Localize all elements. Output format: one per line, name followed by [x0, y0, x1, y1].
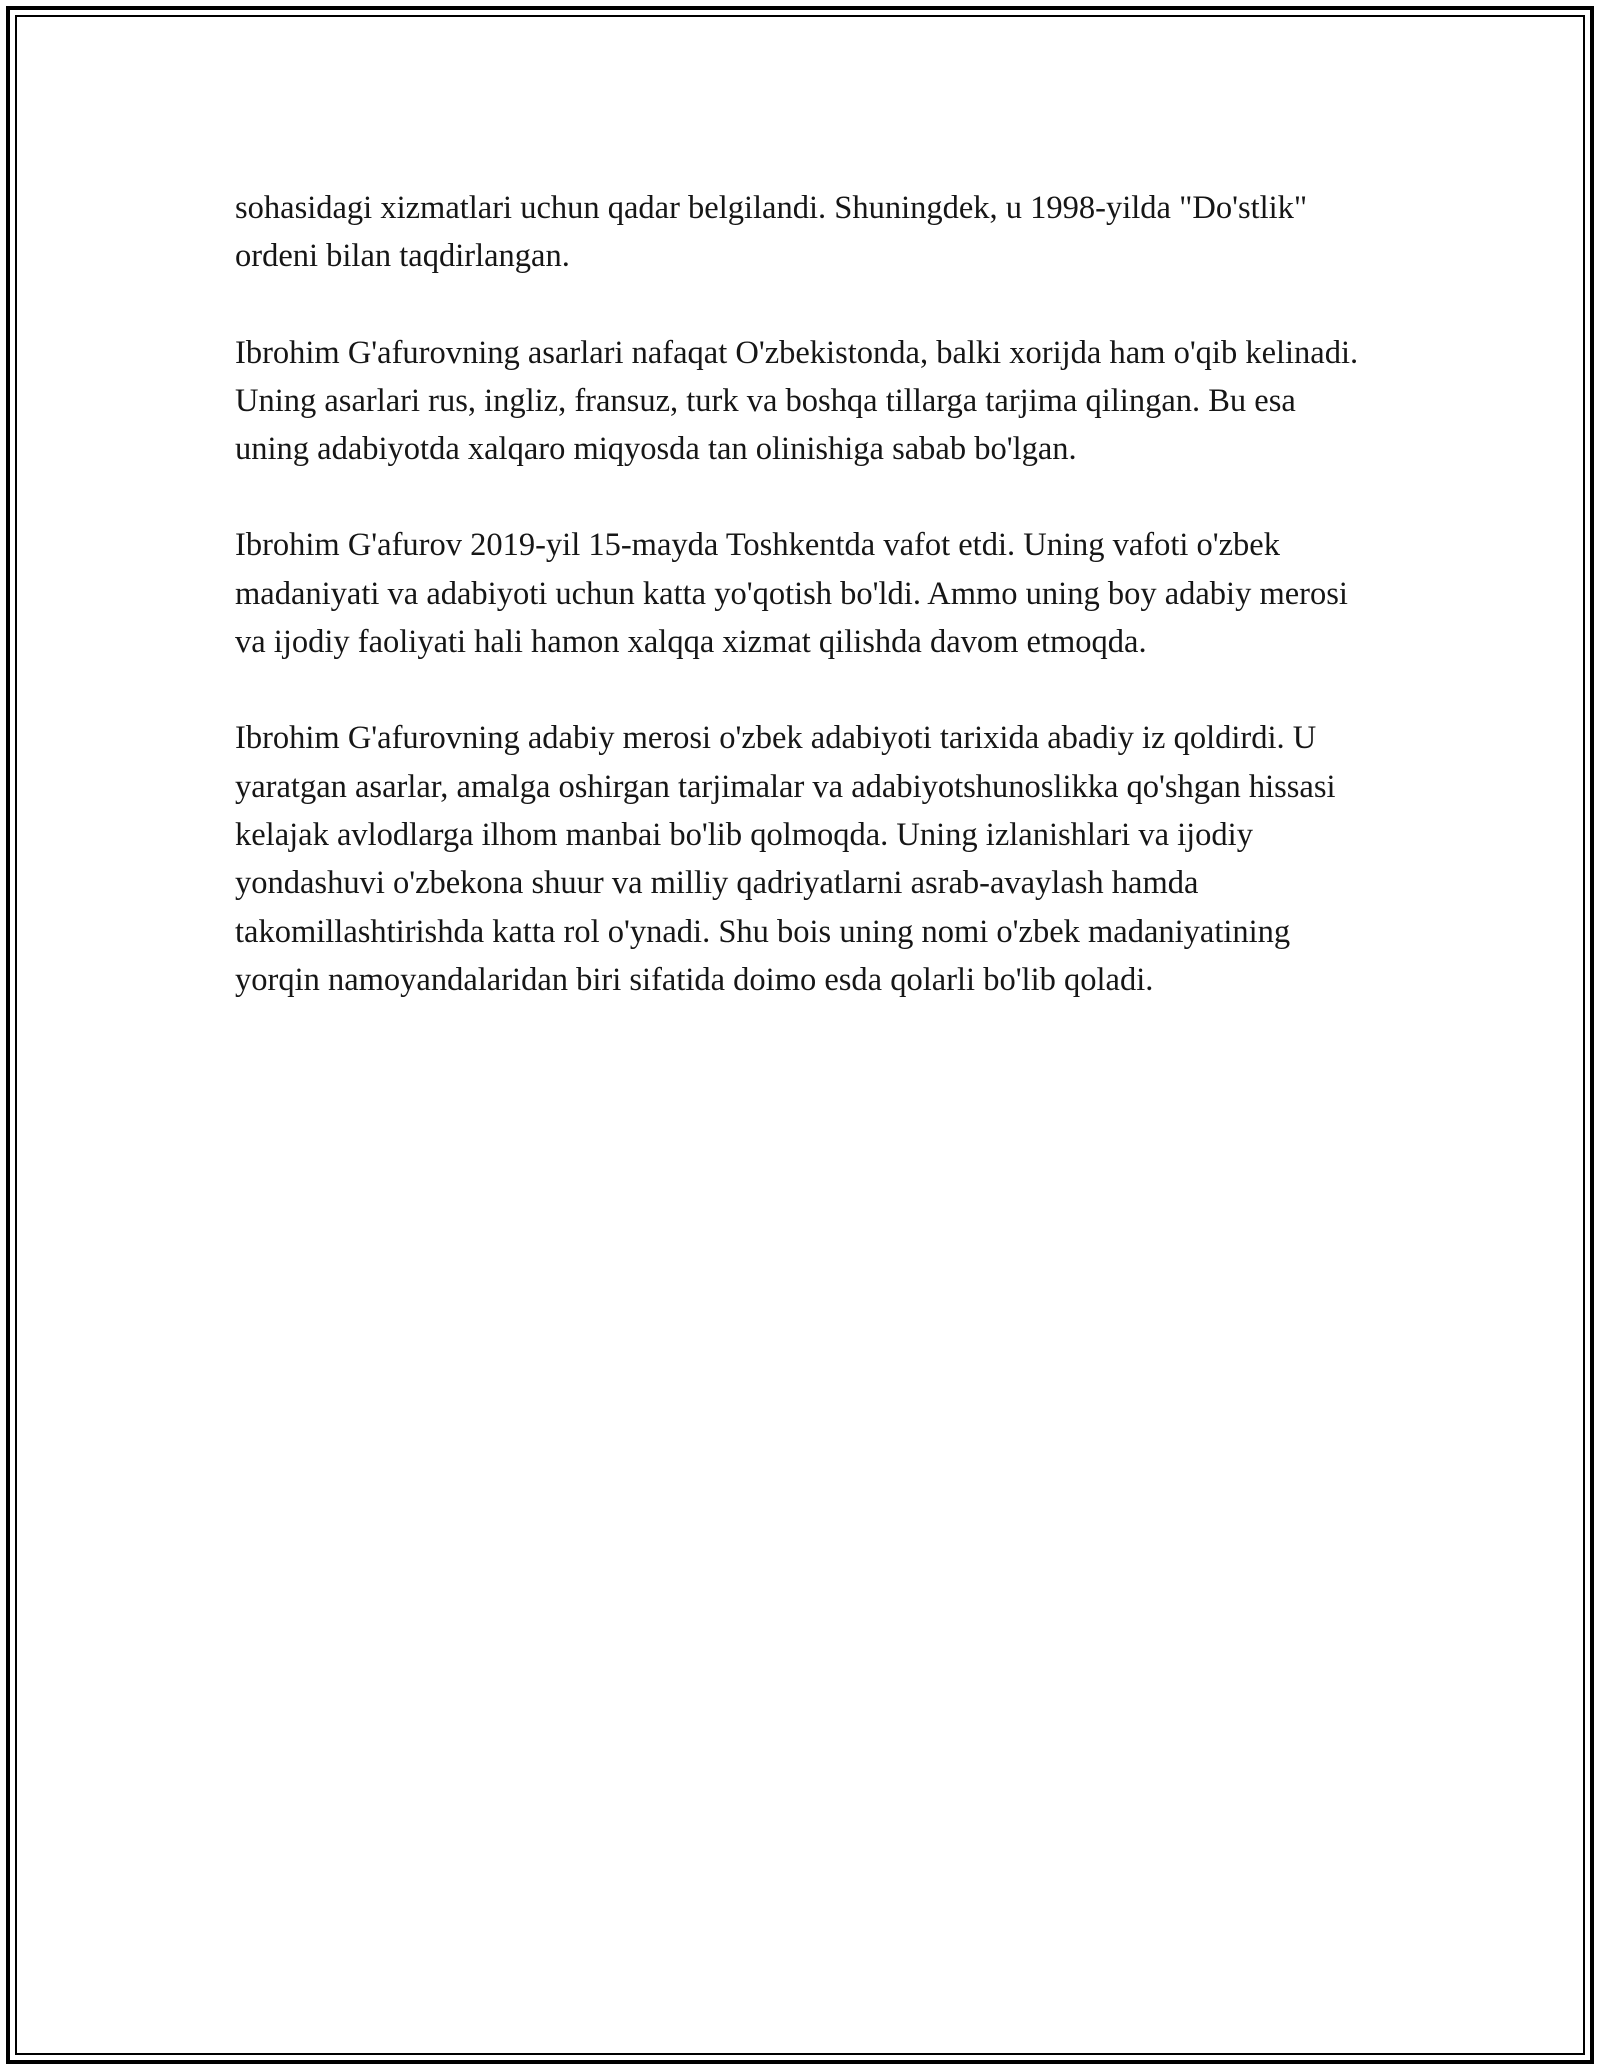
paragraph-legacy: Ibrohim G'afurovning adabiy merosi o'zbek adabiyoti tarixida abadiy iz qoldirdi. U yaratgan asarlar, amalga oshirgan tarjimalar va adabiyotshunoslikka qo'shgan hissasi kelajak avlodlarga ilhom manbai bo'lib qolmoqda. Uning izlanishlari va ijodiy yondashuvi o'zbekona shuur va milliy qadriyatlarni asrab-avaylash hamda takomillashtirishda katta rol o'ynadi. Shu bois uning nomi o'zbek madaniyatining yorqin namoyandalaridan biri sifatida doimo esda qolarli bo'lib qoladi.: [235, 720, 1336, 998]
paragraph-translations: Ibrohim G'afurovning asarlari nafaqat O'zbekistonda, balki xorijda ham o'qib kelinadi. Uning asarlari rus, ingliz, fransuz, turk va boshqa tillarga tarjima qilingan. Bu esa uning adabiyotda xalqaro miqyosda tan olinishiga sabab bo'lgan.: [235, 334, 1359, 468]
paragraph-death: Ibrohim G'afurov 2019-yil 15-mayda Toshkentda vafot etdi. Uning vafoti o'zbek madaniyati va adabiyoti uchun katta yo'qotish bo'ldi. Ammo uning boy adabiy merosi va ijodiy faoliyati hali hamon xalqqa xizmat qilishda davom etmoqda.: [235, 527, 1348, 661]
document-body: [235, 184, 1375, 1052]
paragraph-awards: sohasidagi xizmatlari uchun qadar belgilandi. Shuningdek, u 1998-yilda "Do'stlik" ordeni bilan taqdirlangan.: [235, 190, 1308, 275]
